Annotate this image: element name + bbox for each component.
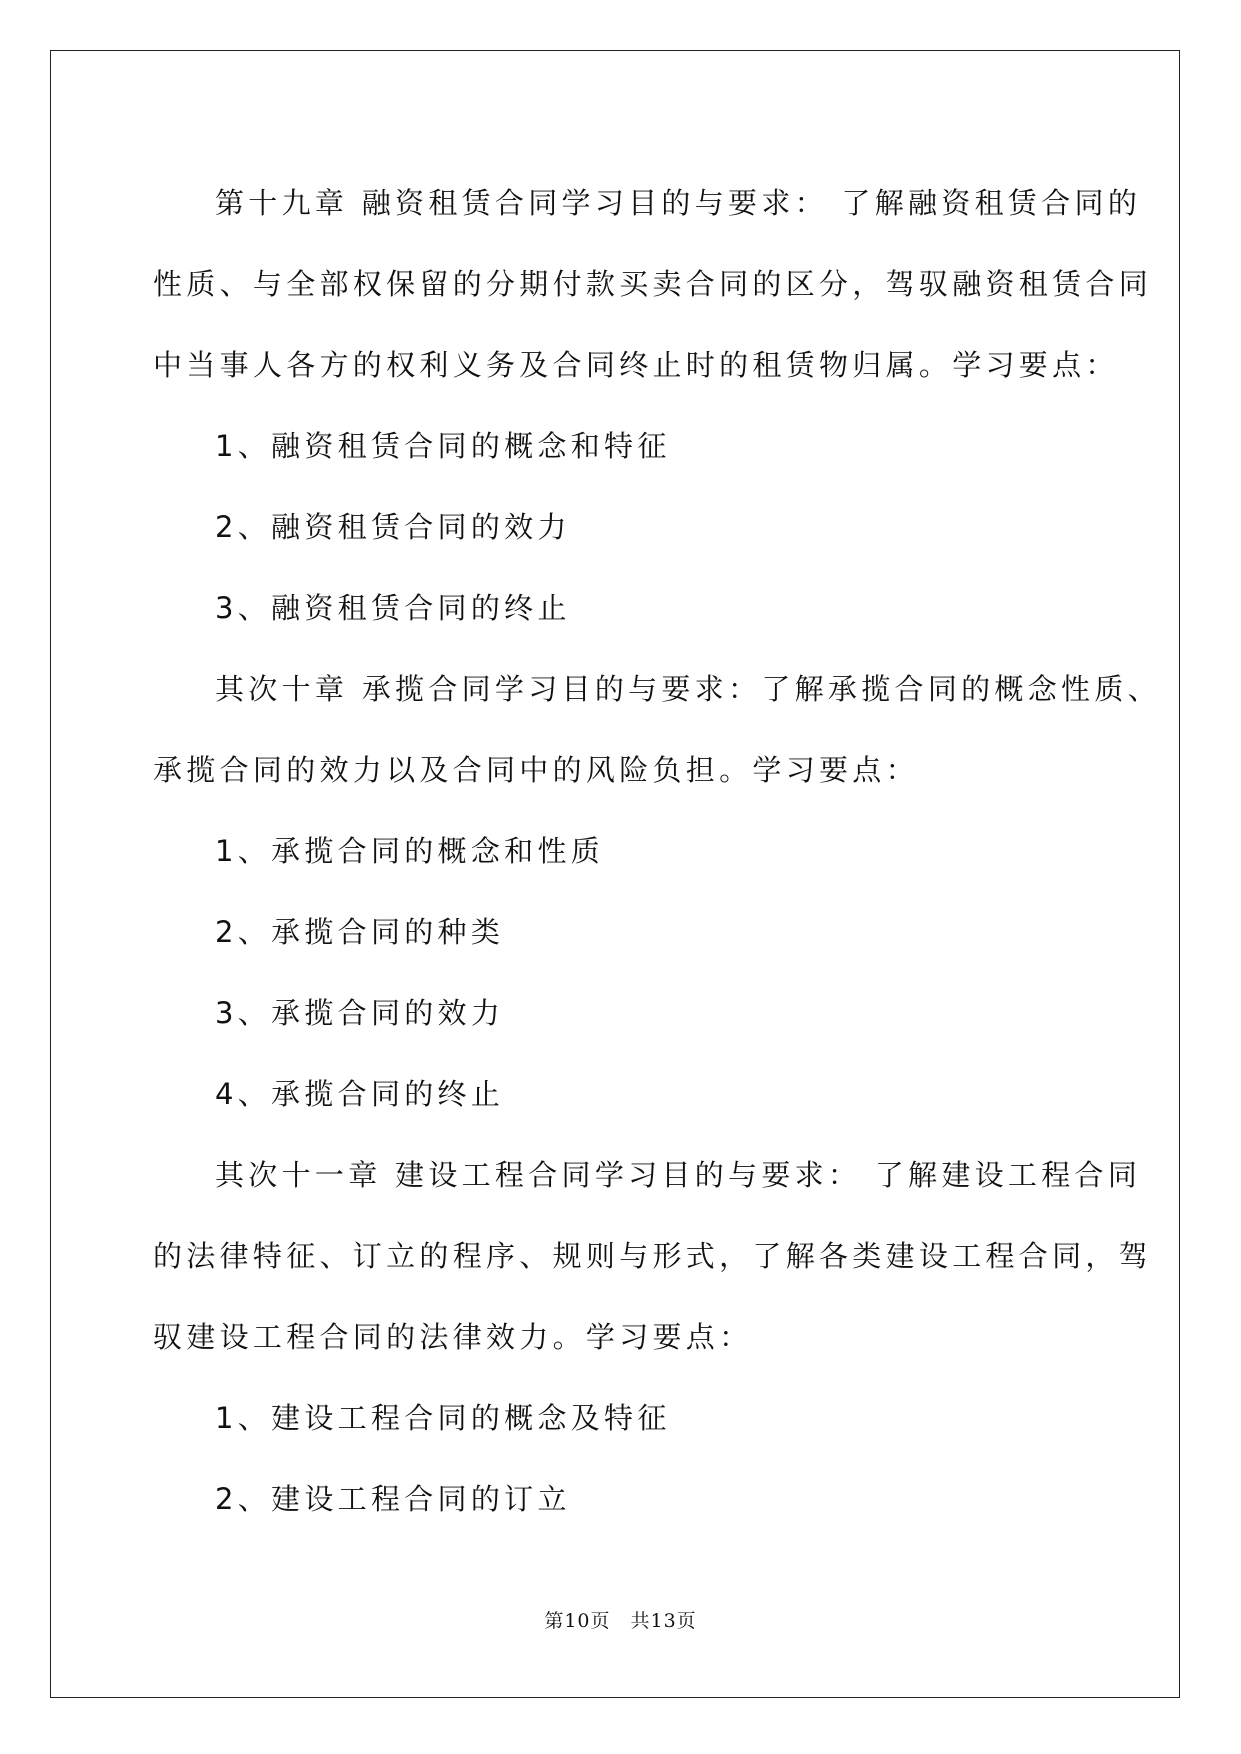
list-item: 4、承揽合同的终止 xyxy=(215,1077,505,1111)
paragraph-line: 驭建设工程合同的法律效力。学习要点： xyxy=(153,1320,753,1354)
paragraph-line: 中当事人各方的权利义务及合同终止时的租赁物归属。学习要点： xyxy=(153,348,1119,382)
list-item: 3、融资租赁合同的终止 xyxy=(215,591,571,625)
list-item: 1、承揽合同的概念和性质 xyxy=(215,834,605,868)
list-item: 3、承揽合同的效力 xyxy=(215,996,505,1030)
list-item: 1、融资租赁合同的概念和特征 xyxy=(215,429,671,463)
list-item: 2、融资租赁合同的效力 xyxy=(215,510,571,544)
paragraph xyxy=(153,163,1153,406)
document-body xyxy=(153,163,1161,1540)
paragraph xyxy=(153,649,1161,811)
paragraph-line: 的法律特征、订立的程序、规则与形式，了解各类建设工程合同，驾 xyxy=(153,1239,1153,1273)
paragraph-line: 第十九章 融资租赁合同学习目的与要求： 了解融资租赁合同的 xyxy=(215,186,1142,220)
paragraph-line: 性质、与全部权保留的分期付款买卖合同的区分，驾驭融资租赁合同 xyxy=(153,267,1153,301)
paragraph-line: 其次十章 承揽合同学习目的与要求：了解承揽合同的概念性质、 xyxy=(215,672,1161,706)
page-footer: 第10页 共13页 xyxy=(544,1610,697,1632)
paragraph-line: 其次十一章 建设工程合同学习目的与要求： 了解建设工程合同 xyxy=(215,1158,1142,1192)
list-item: 2、建设工程合同的订立 xyxy=(215,1482,571,1516)
paragraph-line: 承揽合同的效力以及合同中的风险负担。学习要点： xyxy=(153,753,919,787)
list-item: 1、建设工程合同的概念及特征 xyxy=(215,1401,671,1435)
list-item: 2、承揽合同的种类 xyxy=(215,915,505,949)
paragraph xyxy=(153,1135,1153,1378)
